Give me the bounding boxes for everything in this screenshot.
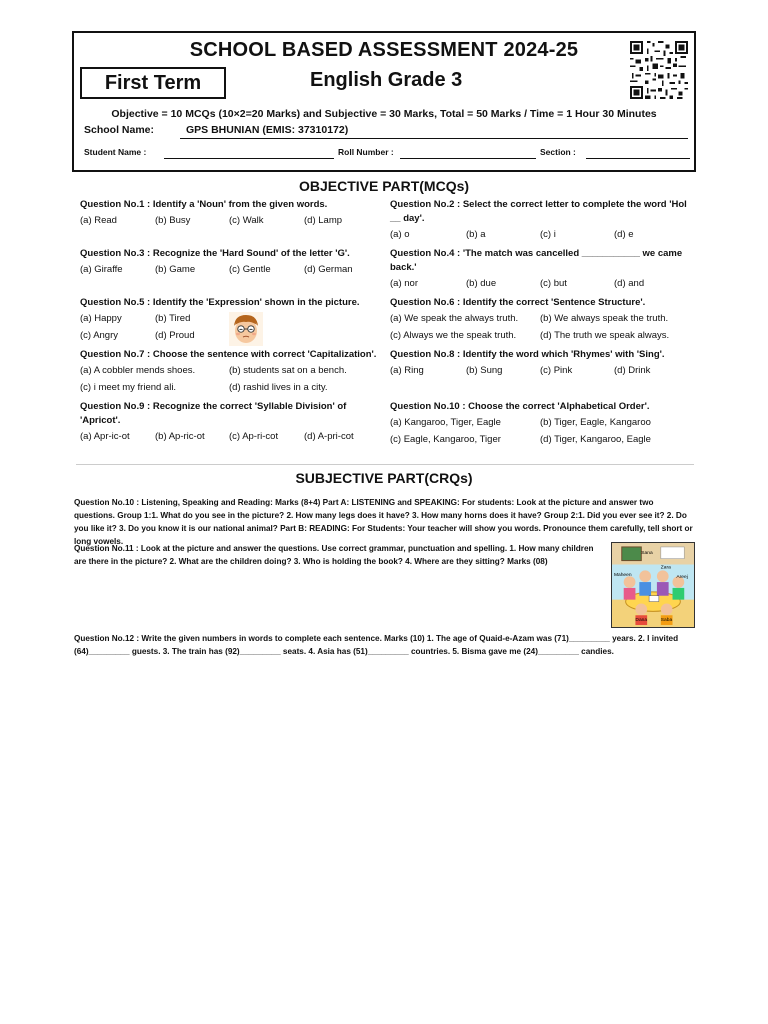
crq-question-10: Question No.10 : Listening, Speaking and Reading: Marks (8+4) Part A: LISTENING and SPEAKING: For students: Look at the picture and answer two questions. Group 1:1. What do you see in the picture? 2. How many legs does it have? 3. How many horns does it have? Group 2:1. Did you ever see it? 2. Do you like it? 3. Do you know it is our national animal? Part B: READING: For Students: Your teacher will show you words. Pronounce them carefully, tell short or long vowels.: [74, 498, 693, 546]
option-c: (c) Angry: [80, 330, 119, 341]
crq-question-11: Question No.11 : Look at the picture and answer the questions. Use correct grammar, punctuation and spelling. 1. How many children are there in the picture? 2. What are the children doing? 3. Who is holding the book? 4. Where are they sitting? Marks (08): [74, 544, 594, 566]
question-text: Question No.9 : Recognize the correct 'Syllable Division' of 'Apricot'.: [80, 401, 347, 426]
option-a: (a) nor: [390, 278, 418, 289]
question-text: Question No.8 : Identify the word which 'Rhymes' with 'Sing'.: [390, 349, 665, 360]
option-a: (a) Ring: [390, 365, 424, 376]
option-c: (c) i: [540, 229, 556, 240]
question-text: Question No.4 : 'The match was cancelled ___________ we came back.': [390, 248, 683, 273]
mcq-question-6: [390, 296, 690, 344]
mcq-question-9: [80, 400, 370, 445]
option-d: (d) Drink: [614, 365, 651, 376]
option-d: (d) Tiger, Kangaroo, Eagle: [540, 434, 651, 445]
picture-name-label: Dana: [635, 618, 648, 624]
option-d: (d) German: [304, 264, 353, 275]
option-a: (a) Apr-ic-ot: [80, 431, 130, 442]
option-a: (a) We speak the always truth.: [390, 313, 519, 324]
option-b: (b) We always speak the truth.: [540, 313, 669, 324]
option-b: (b) a: [466, 229, 486, 240]
student-name-label: Student Name :: [84, 147, 147, 157]
question-text: Question No.6 : Identify the correct 'Sentence Structure'.: [390, 297, 646, 308]
picture-name-label: Saba: [660, 618, 673, 624]
option-c: (c) Walk: [229, 215, 264, 226]
option-b: (b) Busy: [155, 215, 191, 226]
option-a: (a) Kangaroo, Tiger, Eagle: [390, 417, 501, 428]
mcq-question-1: [80, 198, 380, 229]
roll-number-field[interactable]: [400, 158, 536, 159]
option-a: (a) Giraffe: [80, 264, 123, 275]
picture-name-label: Zara: [660, 565, 671, 571]
option-a: (a) Happy: [80, 313, 122, 324]
question-text: Question No.7 : Choose the sentence with correct 'Capitalization'.: [80, 349, 377, 360]
question-text: Question No.3 : Recognize the 'Hard Sound' of the letter 'G'.: [80, 248, 350, 259]
option-c: (c) Pink: [540, 365, 573, 376]
tired-face-picture: [229, 312, 263, 346]
option-d: (d) Proud: [155, 330, 195, 341]
term-box: First Term: [80, 67, 226, 99]
qr-code-icon: [628, 37, 690, 103]
student-name-field[interactable]: [164, 158, 334, 159]
option-b: (b) Tired: [155, 313, 191, 324]
option-c: (c) Ap-ri-cot: [229, 431, 279, 442]
option-c: (c) i meet my friend ali.: [80, 382, 177, 393]
question-text: Question No.1 : Identify a 'Noun' from the given words.: [80, 199, 328, 210]
marks-info: Objective = 10 MCQs (10×2=20 Marks) and Subjective = 30 Marks, Total = 50 Marks / Time = 1 Hour 30 Minutes: [111, 108, 657, 120]
section-divider: [76, 464, 694, 465]
option-d: (d) A-pri-cot: [304, 431, 354, 442]
school-name-label: School Name:: [84, 124, 155, 136]
option-d: (d) rashid lives in a city.: [229, 382, 328, 393]
mcq-question-7: [80, 348, 380, 396]
option-d: (d) and: [614, 278, 645, 289]
option-c: (c) but: [540, 278, 567, 289]
option-b: (b) Game: [155, 264, 196, 275]
picture-name-label: Maheen: [613, 573, 632, 579]
mcq-question-3: [80, 247, 380, 278]
option-b: (b) students sat on a bench.: [229, 365, 347, 376]
option-d: (d) e: [614, 229, 634, 240]
section-field[interactable]: [586, 158, 690, 159]
subject-title: English Grade 3: [310, 69, 463, 91]
school-name-line: [180, 138, 688, 139]
option-c: (c) Gentle: [229, 264, 271, 275]
mcq-question-2: [390, 198, 690, 243]
question-text: Question No.10 : Choose the correct 'Alphabetical Order'.: [390, 401, 650, 412]
option-a: (a) o: [390, 229, 410, 240]
mcq-question-10: [390, 400, 690, 448]
option-d: (d) The truth we speak always.: [540, 330, 670, 341]
section-label: Section :: [540, 147, 576, 157]
mcq-question-4: [390, 247, 690, 292]
option-c: (c) Always we the speak truth.: [390, 330, 517, 341]
option-a: (a) Read: [80, 215, 117, 226]
option-d: (d) Lamp: [304, 215, 343, 226]
question-text: Question No.5 : Identify the 'Expression' shown in the picture.: [80, 297, 360, 308]
option-b: (b) Sung: [466, 365, 503, 376]
header-box: [72, 31, 696, 172]
classroom-picture: [611, 542, 695, 628]
option-c: (c) Eagle, Kangaroo, Tiger: [390, 434, 501, 445]
roll-number-label: Roll Number :: [338, 147, 394, 157]
school-name-value: GPS BHUNIAN (EMIS: 37310172): [186, 124, 349, 136]
picture-name-label: Areej: [676, 575, 688, 581]
option-b: (b) Ap-ric-ot: [155, 431, 205, 442]
option-b: (b) due: [466, 278, 497, 289]
objective-section-title: OBJECTIVE PART(MCQs): [298, 178, 470, 194]
question-text: Question No.2 : Select the correct letter to complete the word 'Hol __ day'.: [390, 199, 687, 224]
picture-name-label: Sana: [641, 550, 653, 556]
subjective-section-title: SUBJECTIVE PART(CRQs): [295, 470, 473, 486]
option-a: (a) A cobbler mends shoes.: [80, 365, 196, 376]
page-title: SCHOOL BASED ASSESSMENT 2024-25: [189, 39, 579, 61]
option-b: (b) Tiger, Eagle, Kangaroo: [540, 417, 651, 428]
mcq-question-8: [390, 348, 690, 379]
crq-question-12: Question No.12 : Write the given numbers in words to complete each sentence. Marks (10) 1. The age of Quaid-e-Azam was (71)_________ years. 2. I invited (64)_________ guests. 3. The train has (92)_________ seats. 4. Asia has (51)_________ countries. 5. Bisma gave me (24)_________ candies.: [74, 634, 679, 656]
